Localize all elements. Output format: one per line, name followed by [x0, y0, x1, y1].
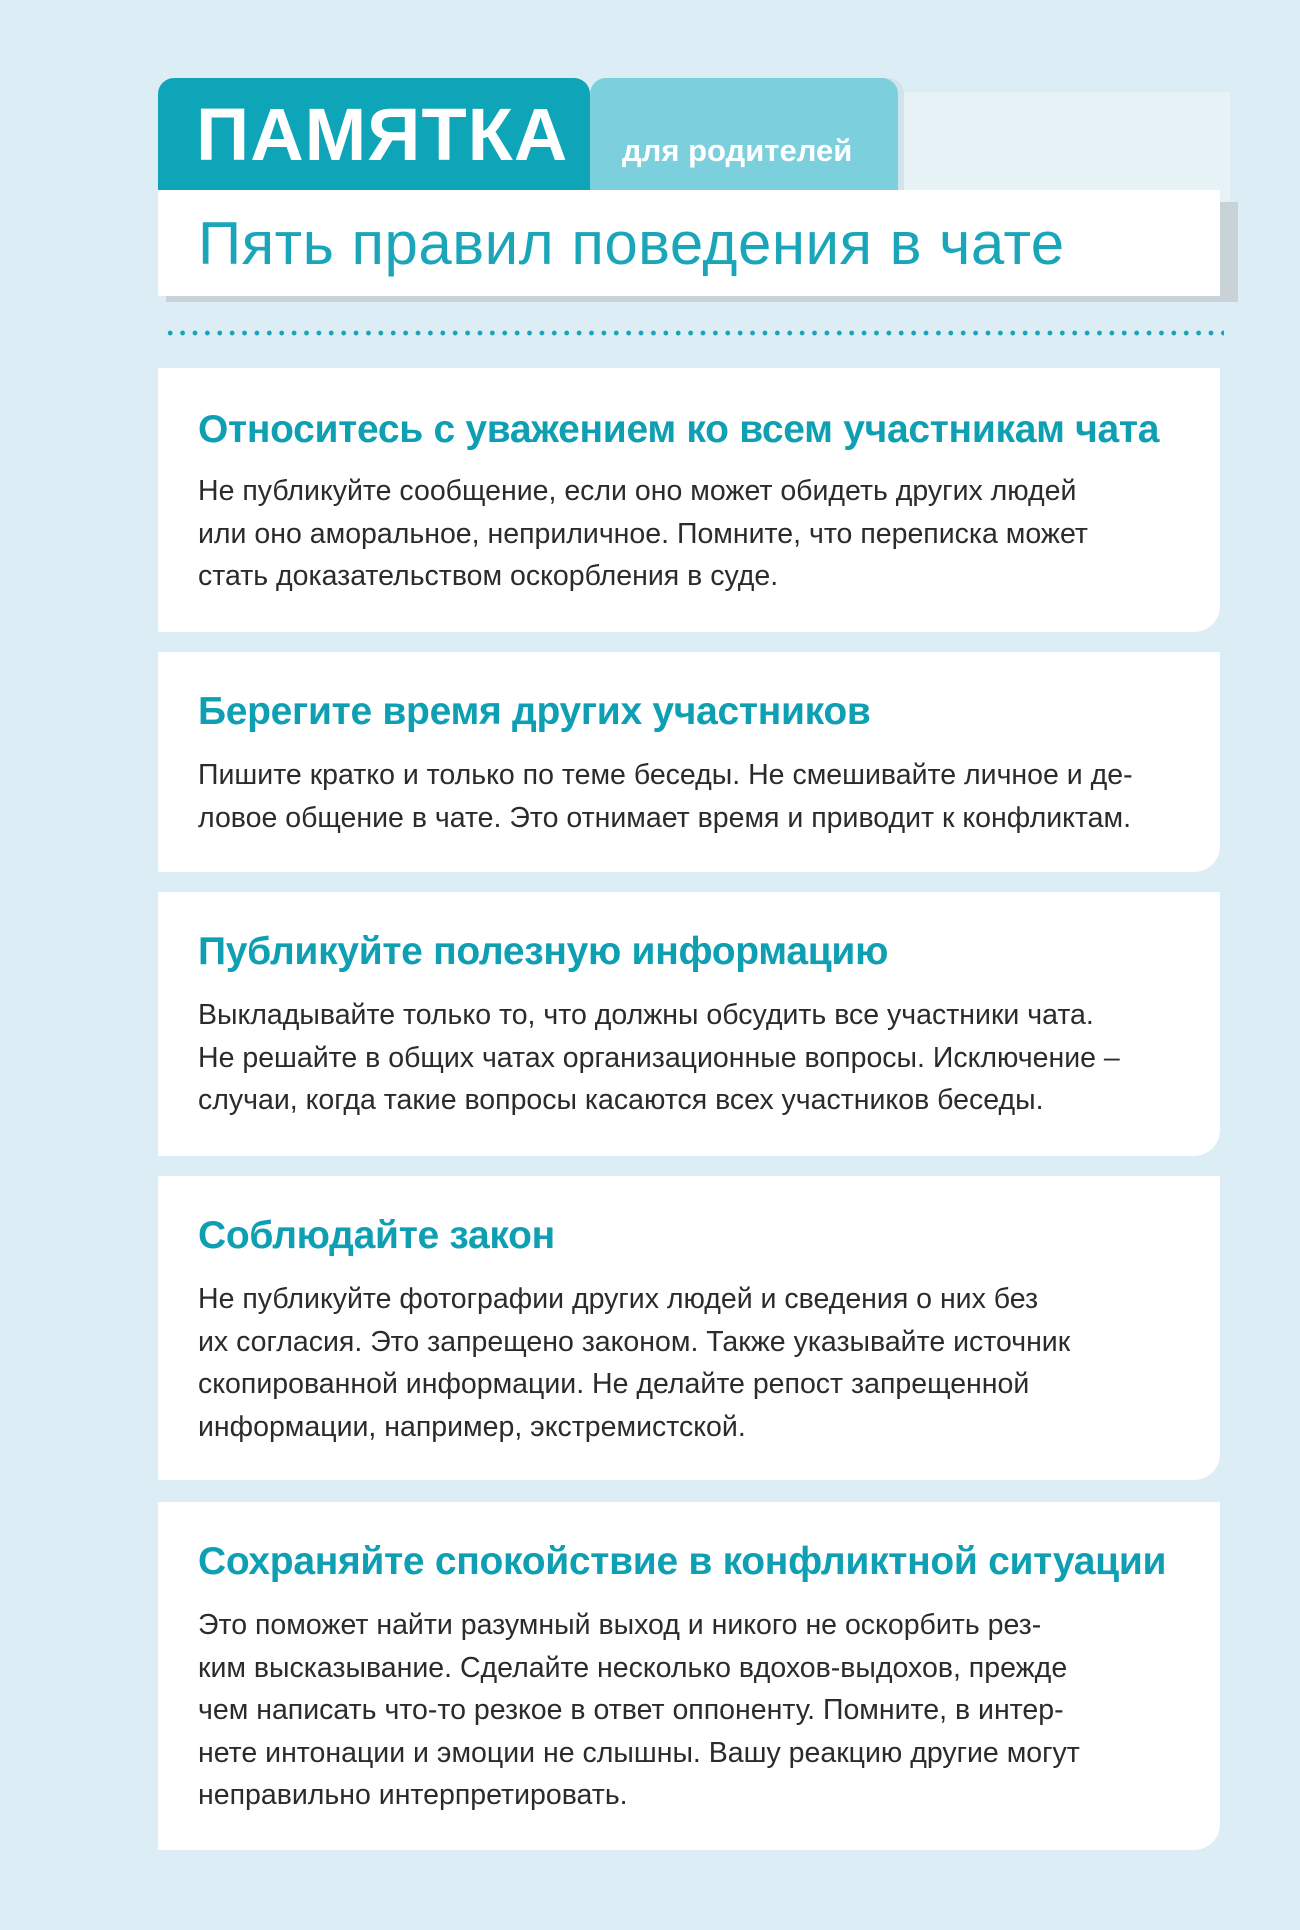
page-title: ПАМЯТКА: [196, 92, 569, 176]
rule-title: Берегите время других участников: [198, 690, 871, 733]
heading-box: [158, 190, 1220, 296]
rule-text: [198, 994, 1180, 1122]
rule-card: [158, 652, 1220, 872]
rule-card: [158, 1176, 1220, 1480]
page-subtitle: для родителей: [622, 133, 853, 168]
rule-text-line: или оно аморальное, неприличное. Помните, что переписка может: [198, 517, 1088, 550]
rule-text-line: неправильно интерпретировать.: [198, 1779, 628, 1811]
rule-title: Публикуйте полезную информацию: [198, 930, 889, 973]
rule-title: Относитесь с уважением ко всем участникам чата: [198, 408, 1160, 451]
rule-text-line: ким высказывание. Сделайте несколько вдохов-выдохов, прежде: [198, 1651, 1068, 1684]
rule-text-line: стать доказательством оскорбления в суде.: [198, 560, 779, 592]
rule-text-line: случаи, когда такие вопросы касаются всех участников беседы.: [198, 1084, 1044, 1116]
rule-card: [158, 368, 1220, 632]
rule-text: [198, 470, 1180, 598]
title-tab: [158, 78, 590, 190]
header: [158, 78, 1230, 302]
rule-text-line: Пишите кратко и только по теме беседы. Не смешивайте личное и де-: [198, 759, 1133, 791]
rule-card: [158, 892, 1220, 1156]
rule-text-line: Выкладывайте только то, что должны обсудить все участники чата.: [198, 999, 1094, 1031]
rule-text-line: Это поможет найти разумный выход и никого не оскорбить рез-: [198, 1609, 1042, 1641]
rule-text-line: их согласия. Это запрещено законом. Также указывайте источник: [198, 1325, 1071, 1358]
rule-text-line: чем написать что-то резкое в ответ оппоненту. Помните, в интер-: [198, 1694, 1064, 1726]
rule-text-line: Не решайте в общих чатах организационные вопросы. Исключение –: [198, 1041, 1120, 1074]
rule-text: [198, 1604, 1180, 1817]
rule-title: Соблюдайте закон: [198, 1214, 555, 1257]
rule-card: [158, 1502, 1220, 1850]
rule-title: Сохраняйте спокойствие в конфликтной ситуации: [198, 1540, 1167, 1583]
rule-text-line: ловое общение в чате. Это отнимает время и приводит к конфликтам.: [198, 801, 1132, 834]
rule-text-line: Не публикуйте фотографии других людей и сведения о них без: [198, 1283, 1039, 1315]
dotted-divider: [164, 329, 1224, 337]
rule-text-line: Не публикуйте сообщение, если оно может обидеть других людей: [198, 475, 1077, 507]
rule-text-line: нете интонации и эмоции не слышны. Вашу реакцию другие могут: [198, 1736, 1080, 1769]
rule-text-line: скопированной информации. Не делайте репост запрещенной: [198, 1368, 1030, 1400]
rule-text-line: информации, например, экстремистской.: [198, 1410, 746, 1443]
rule-text: [198, 1278, 1180, 1448]
page-heading: Пять правил поведения в чате: [198, 209, 1065, 277]
subtitle-tab: [590, 78, 898, 190]
rule-text: [198, 754, 1180, 839]
